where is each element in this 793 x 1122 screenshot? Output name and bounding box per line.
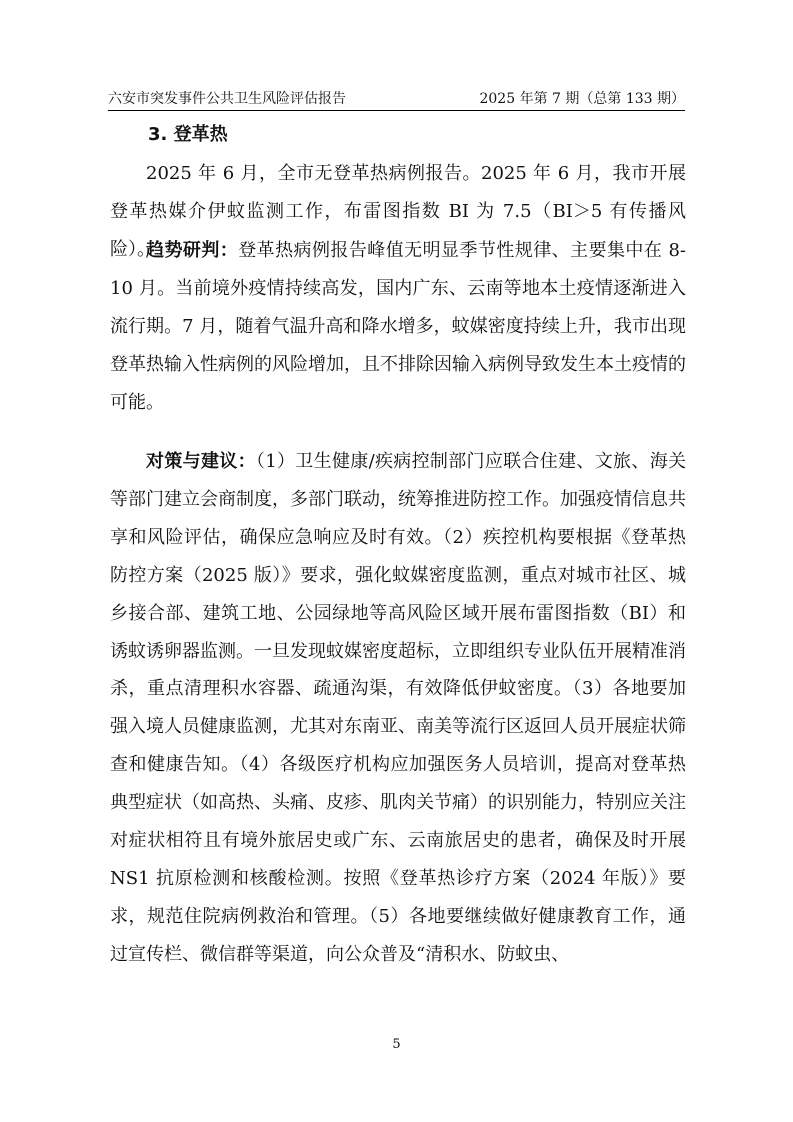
header-report-title: 六安市突发事件公共卫生风险评估报告 bbox=[108, 91, 346, 107]
page-number: 5 bbox=[392, 1037, 401, 1052]
paragraph-case-report-text: 2025 年 6 月，全市无登革热病例报告。2025 年 6 月，我市开展登革热媒介伊蚊监测工作，布雷图指数 BI 为 7.5（BI＞5 有传播风险）。 bbox=[110, 163, 686, 260]
section-title: 3. 登革热 bbox=[148, 124, 228, 145]
recommendations-lead: 对策与建议： bbox=[146, 451, 256, 472]
page-header bbox=[108, 86, 685, 111]
header-issue-number: 2025 年第 7 期（总第 133 期） bbox=[479, 91, 685, 107]
recommendations-text: （1）卫生健康/疾病控制部门应联合住建、文旅、海关等部门建立会商制度，多部门联动，统筹推进防控工作。加强疫情信息共享和风险评估，确保应急响应及时有效。（2）疾控机构要根据《登革热防控方案（2025 版）》要求，强化蚊媒密度监测，重点对城市社区、城乡接合部、建筑工地、公园绿地等高风险区域开展布雷图指数（BI）和诱蚊诱卵器监测。一旦发现蚊媒密度超标，立即组织专业队伍开展精准消杀，重点清理积水容器、疏通沟渠，有效降低伊蚊密度。（3）各地要加强入境人员健康监测，尤其对东南亚、南美等流行区返回人员开展症状筛查和健康告知。（4）各级医疗机构应加强医务人员培训，提高对登革热典型症状（如高热、头痛、皮疹、肌肉关节痛）的识别能力，特别应关注对症状相符且有境外旅居史或广东、云南旅居史的患者，确保及时开展 NS1 抗原检测和核酸检测。按照《登革热诊疗方案（2024 年版）》要求，规范住院病例救治和管理。（5）各地要继续做好健康教育工作，通过宣传栏、微信群等渠道，向公众普及“清积水、防蚊虫、 bbox=[110, 451, 687, 965]
paragraph-recommendations bbox=[110, 443, 686, 974]
trend-analysis-lead: 趋势研判： bbox=[146, 240, 239, 261]
paragraph-trend-analysis bbox=[110, 232, 686, 422]
trend-analysis-text: 登革热病例报告峰值无明显季节性规律、主要集中在 8-10 月。当前境外疫情持续高发，国内广东、云南等地本土疫情逐渐进入流行期。7 月，随着气温升高和降水增多，蚊媒密度持续上升，我市出现登革热输入性病例的风险增加，且不排除因输入病例导致发生本土疫情的可能。 bbox=[110, 240, 686, 413]
